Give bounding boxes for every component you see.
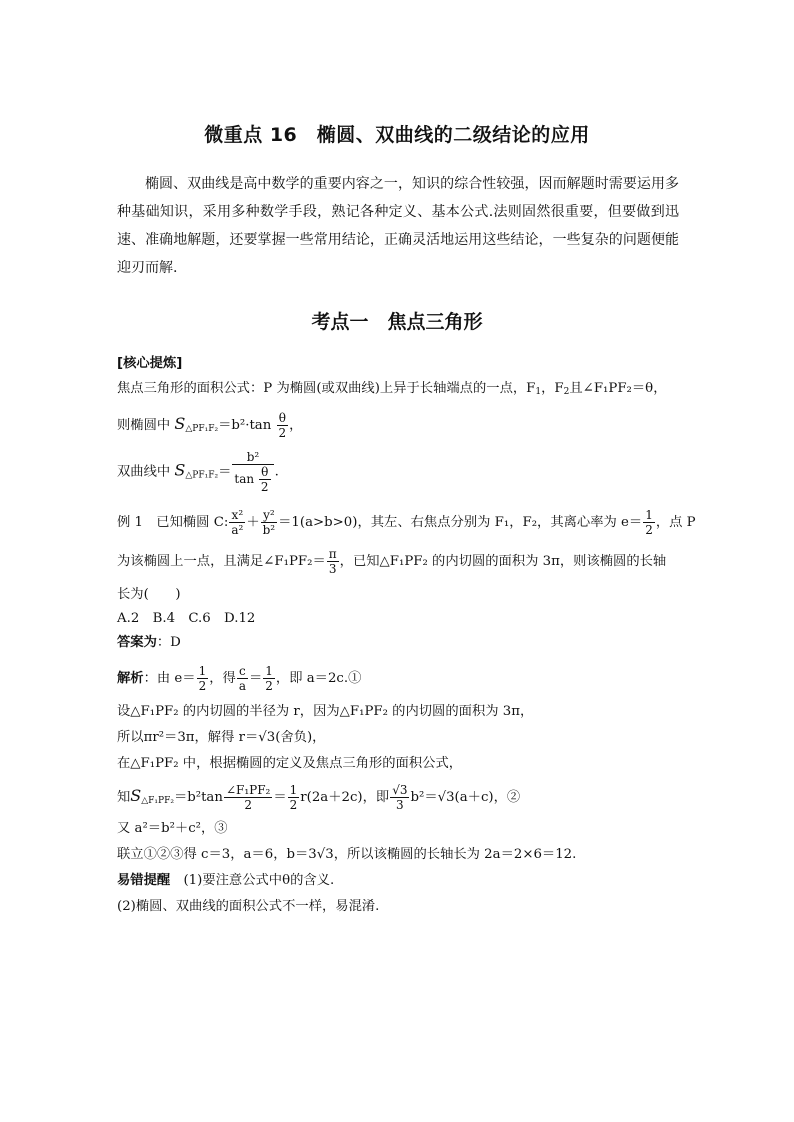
angle-half-fraction: [224, 783, 272, 812]
example-line-2: [117, 547, 687, 576]
example-text: 为该椭圆上一点，且满足∠F₁PF₂＝: [117, 554, 326, 569]
solution-text: r(2a＋2c)，即: [300, 790, 390, 805]
frac-den: b²: [262, 523, 276, 537]
area-symbol-sub: △F₁PF₂: [141, 796, 174, 806]
core-line-1-mid: ，F: [541, 381, 564, 396]
frac-den: 2: [278, 426, 287, 440]
area-symbol: S: [130, 786, 142, 805]
core-line-2: [117, 411, 687, 440]
frac-num: 1: [198, 664, 207, 678]
frac-num: x²: [229, 508, 245, 523]
solution-line-7: 联立①②③得 c＝3，a＝6，b＝3√3，所以该椭圆的长轴长为 2a＝2×6＝12.: [117, 847, 577, 862]
half-fraction: [263, 664, 275, 693]
core-line-2-end: ，: [289, 418, 303, 433]
example-text: ，点 P: [655, 515, 696, 530]
frac-num: θ: [277, 411, 289, 426]
solution-line-1: [117, 664, 687, 693]
half-fraction: [288, 783, 300, 812]
area-symbol: S: [174, 460, 186, 480]
x-fraction: [229, 508, 245, 537]
solution-line-5: [117, 783, 687, 812]
plus-sign: ＋: [246, 515, 260, 530]
area-symbol-sub: △PF₁F₂: [185, 424, 219, 434]
example-line-3: 长为( ): [117, 587, 181, 602]
example-text: ，已知△F₁PF₂ 的内切圆的面积为 3π，则该椭圆的长轴: [339, 554, 667, 569]
example-text: ＝1(a>b>0)，其左、右焦点分别为 F₁，F₂，其离心率为 e＝: [278, 515, 643, 530]
y-fraction: [261, 508, 278, 537]
intro-paragraph: 椭圆、双曲线是高中数学的重要内容之一，知识的综合性较强，因而解题时需要运用多种基础知识，采用多种数学手段，熟记各种定义、基本公式.法则固然很重要，但要做到迅速、准确地解题，还要掌握一些常用结论，正确灵活地运用这些结论，一些复杂的问题便能迎刃而解.: [117, 176, 679, 276]
pi-third-fraction: [327, 547, 339, 576]
frac-num: θ: [259, 465, 271, 480]
frac-num: y²: [261, 508, 278, 523]
core-line-1-sub1: 1: [535, 387, 542, 397]
frac-den-tan: tan: [234, 472, 255, 486]
frac-num: 1: [289, 783, 298, 797]
frac-den: 2: [198, 679, 207, 693]
frac-den: 2: [645, 523, 653, 537]
core-line-2-rhs: ＝b²·tan: [218, 418, 272, 433]
solution-label: 解析: [117, 671, 144, 686]
core-line-1: [117, 380, 687, 401]
content-body: [117, 355, 696, 916]
core-line-2-pre: 则椭圆中: [117, 418, 171, 433]
solution-text: ＝: [248, 671, 263, 686]
tip-label: 易错提醒: [117, 873, 171, 888]
solution-text: ＝: [273, 790, 287, 805]
tip-text: (1)要注意公式中θ的含义.: [170, 873, 335, 888]
frac-den: 3: [396, 798, 404, 812]
core-line-3-end: .: [274, 464, 279, 480]
solution-text: ＝b²tan: [173, 790, 223, 805]
core-heading: [核心提炼]: [117, 356, 183, 371]
example-options: A.2 B.4 C.6 D.12: [117, 611, 256, 626]
theta-half-fraction: [277, 411, 289, 440]
solution-text: ，即 a＝2c.①: [275, 671, 362, 686]
frac-den: 2: [289, 798, 298, 812]
example-text: 已知椭圆 C:: [156, 515, 229, 530]
frac-den: 3: [328, 562, 337, 576]
page-title: 微重点 16 椭圆、双曲线的二级结论的应用: [204, 124, 590, 146]
c-over-a-fraction: [237, 664, 248, 693]
hyperbola-area-fraction: [232, 450, 273, 494]
solution-line-3: 所以πr²＝3π，解得 r＝√3(舍负)，: [117, 730, 326, 745]
half-fraction: [643, 508, 655, 537]
area-symbol-sub: △PF₁F₂: [185, 470, 219, 481]
frac-num: 1: [265, 664, 273, 678]
frac-num: c: [237, 664, 248, 679]
frac-den: [232, 465, 273, 494]
example-line-1: [117, 508, 696, 537]
frac-den: 2: [260, 480, 269, 494]
area-symbol: S: [174, 414, 186, 433]
solution-text: ，得: [209, 671, 236, 686]
solution-text: ：由 e＝: [143, 671, 196, 686]
theta-half-fraction: [259, 465, 271, 494]
solution-text: b²＝√3(a＋c)，②: [410, 790, 521, 805]
core-line-3: 双曲线中 $S_{\triangle PF_1F_2}=$ b² tan $\frac{\theta}{2}$ .: [117, 450, 279, 494]
core-line-1-sub2: 2: [563, 387, 570, 397]
solution-line-2: 设△F₁PF₂ 的内切圆的半径为 r，因为△F₁PF₂ 的内切圆的面积为 3π，: [117, 704, 534, 719]
core-line-1-end: 且∠F₁PF₂＝θ，: [569, 381, 667, 396]
root3-third-fraction: [390, 783, 409, 812]
half-fraction: [197, 664, 209, 693]
frac-num: √3: [392, 783, 408, 797]
frac-num: 1: [645, 508, 653, 522]
section-heading: 考点一 焦点三角形: [311, 311, 483, 333]
core-line-3-pre: 双曲线中: [117, 464, 171, 480]
example-label: 例 1: [117, 515, 143, 530]
frac-num: b²: [232, 450, 273, 465]
tip-line-1: [117, 872, 687, 890]
answer-value: ：D: [156, 635, 181, 650]
frac-num: ∠F₁PF₂: [225, 783, 271, 797]
frac-num: π: [328, 547, 337, 561]
frac-den: 2: [244, 798, 252, 812]
solution-line-4: 在△F₁PF₂ 中，根据椭圆的定义及焦点三角形的面积公式，: [117, 756, 463, 771]
core-line-1-text: 焦点三角形的面积公式：P 为椭圆(或双曲线)上异于长轴端点的一点，F: [117, 381, 536, 396]
frac-den: 2: [265, 679, 273, 693]
frac-den: a²: [231, 523, 244, 537]
solution-text: 知: [117, 790, 131, 805]
answer-label: 答案为: [117, 635, 157, 650]
answer-line: [117, 634, 687, 652]
tip-line-2: (2)椭圆、双曲线的面积公式不一样，易混淆.: [117, 899, 380, 914]
solution-line-6: 又 a²＝b²＋c²，③: [117, 821, 228, 836]
frac-den: a: [238, 679, 246, 693]
